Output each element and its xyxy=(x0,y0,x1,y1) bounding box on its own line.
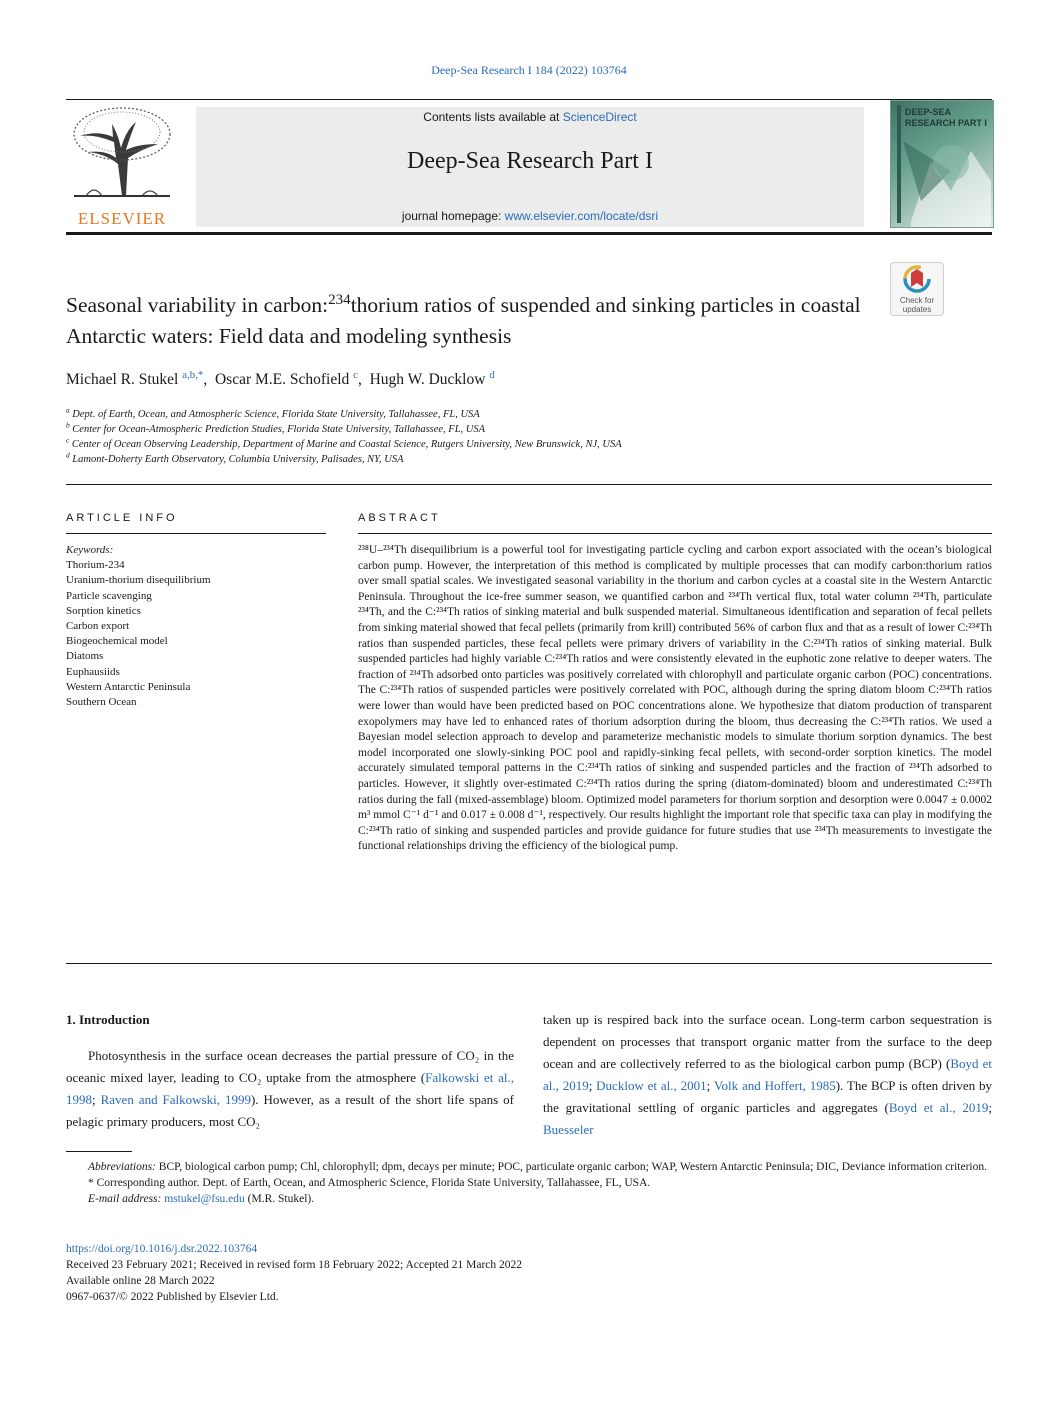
title-superscript: 234 xyxy=(328,291,351,308)
author-name[interactable]: Oscar M.E. Schofield xyxy=(214,371,350,388)
citation-separator: ; xyxy=(988,1100,992,1115)
affiliation-item xyxy=(66,407,622,422)
contents-prefix: Contents lists available at xyxy=(423,110,563,124)
copyright-line: 0967-0637/© 2022 Published by Elsevier Ltd. xyxy=(66,1291,279,1303)
article-info-heading: ARTICLE INFO xyxy=(66,512,178,524)
intro-right-column xyxy=(543,1009,992,1141)
email-footnote xyxy=(66,1191,992,1207)
journal-homepage xyxy=(196,209,864,223)
intro-text: taken up is respired back into the surface ocean. Long-term carbon sequestration is dependent on processes that transport organic matter from the surface to the deep ocean and are collectively referred to as the biological carbon pump (BCP) ( xyxy=(543,1012,992,1071)
citation-link[interactable]: Boyd et al., 2019 xyxy=(888,1100,989,1115)
keyword-item: Western Antarctic Peninsula xyxy=(66,680,191,693)
contents-line xyxy=(196,110,864,124)
affiliation-mark: b xyxy=(66,420,70,430)
affiliation-mark: d xyxy=(66,450,70,460)
citation-link[interactable]: Boyd et al., 2019 xyxy=(543,1056,992,1093)
received-dates: Received 23 February 2021; Received in revised form 18 February 2022; Accepted 21 March 2022 xyxy=(66,1259,523,1271)
keyword-item: Euphausiids xyxy=(66,665,120,678)
journal-cover-image xyxy=(890,100,994,228)
affiliation-text: Center for Ocean-Atmospheric Prediction Studies, Florida State University, Tallahassee, FL, USA xyxy=(72,424,486,435)
header-top-rule xyxy=(66,99,992,100)
citation-link[interactable]: Buesseler xyxy=(543,1122,594,1137)
abbreviations-footnote xyxy=(66,1159,992,1175)
affiliation-item xyxy=(66,437,622,452)
citation-separator: ; xyxy=(706,1078,714,1093)
available-online-date: Available online 28 March 2022 xyxy=(66,1275,215,1287)
keyword-item: Diatoms xyxy=(66,650,104,663)
journal-citation[interactable]: Deep-Sea Research I 184 (2022) 103764 xyxy=(431,63,627,77)
crossmark-label: Check for updates xyxy=(899,296,935,314)
keyword-item: Southern Ocean xyxy=(66,696,137,709)
abstract-heading: ABSTRACT xyxy=(358,512,441,524)
intro-text: Photosynthesis in the surface ocean decreases the partial pressure of CO₂ in the oceanic mixed layer, leading to CO₂ uptake from the atmosphere ( xyxy=(66,1048,514,1085)
keywords-block xyxy=(66,543,326,710)
author-list: Michael R. Stukel $^{a,b,*}$, Oscar M.E. Schofield $^c$, Hugh W. Ducklow $^d$ xyxy=(66,368,495,388)
sciencedirect-link[interactable]: ScienceDirect xyxy=(562,110,637,124)
citation-link[interactable]: Volk and Hoffert, 1985 xyxy=(713,1078,836,1093)
author-affiliation-marks[interactable]: a,b,* xyxy=(182,368,204,381)
abbreviations-label: Abbreviations: xyxy=(88,1161,156,1173)
article-info-heading-rule xyxy=(66,533,326,534)
author-name[interactable]: Michael R. Stukel xyxy=(66,371,179,388)
cover-title: DEEP-SEA RESEARCH PART I xyxy=(905,107,987,128)
check-for-updates-button[interactable] xyxy=(890,262,944,316)
email-link[interactable]: mstukel@fsu.edu xyxy=(164,1193,245,1205)
homepage-link[interactable]: www.elsevier.com/locate/dsri xyxy=(504,209,659,223)
keyword-item: Biogeochemical model xyxy=(66,635,168,648)
title-part-2: thorium ratios of suspended and sinking particles in coastal Antarctic waters: Field data and modeling synthesis xyxy=(66,293,861,348)
cover-map-graphic xyxy=(891,101,993,227)
journal-name: Deep-Sea Research Part I xyxy=(407,148,653,174)
abstract-bottom-rule xyxy=(66,963,992,964)
author-affiliation-marks[interactable]: d xyxy=(489,368,495,381)
intro-heading: 1. Introduction xyxy=(66,1012,150,1027)
citation-link[interactable]: Falkowski et al., 1998 xyxy=(66,1070,514,1107)
homepage-prefix: journal homepage: xyxy=(401,209,505,223)
email-suffix: (M.R. Stukel). xyxy=(244,1193,315,1205)
abstract-text: ²³⁸U–²³⁴Th disequilibrium is a powerful tool for investigating particle cycling and carbon export associated with the ocean’s biological carbon pump. However, the interpretation of this method is complicated by multiple processes that can modify carbon:thorium ratios over small spatial scales. We investigated seasonal variability in the thorium and carbon cycles at a coastal site in the Western Antarctic Peninsula. Throughout the ice-free summer season, we quantified carbon and ²³⁴Th vertical flux, total water column ²³⁴Th, particulate ²³⁴Th, and the C:²³⁴Th ratios of sinking material and bulk suspended material. Simultaneous identification and separation of fecal pellets from sinking material showed that fecal pellets (primarily from krill) contributed 56% of carbon flux and that as a result of lower C:²³⁴Th ratios than suspended particles, these fecal pellets were primary drivers of variability in the C:²³⁴Th ratios of sinking material. Bulk suspended particles had highly variable C:²³⁴Th ratios and were consistently elevated in the euphotic zone relative to deeper waters. The fraction of ²³⁴Th adsorbed onto particles was positively correlated with chlorophyll and particulate organic carbon (POC) concentrations. The C:²³⁴Th ratios of suspended particles were positively correlated with POC, although during the spring diatom bloom C:²³⁴Th ratios were lower than would have been predicted based on POC concentrations alone. We hypothesize that diatom production of transparent exopolymers may have led to enhanced rates of thorium adsorption during the bloom, thus decreasing the C:²³⁴Th ratios. We used a Bayesian model selection approach to develop and parameterize mechanistic models to simulate thorium sorption dynamics. The best model incorporated one slowly-sinking POC pool and rapidly-sinking fecal pellets, with second-order sorption kinetics. The model accurately simulated temporal patterns in the C:²³⁴Th ratios of sinking and suspended particles and the fraction of ²³⁴Th adsorbed to particles. However, it slightly over-estimated C:²³⁴Th ratios during the spring (diatom-dominated) bloom and underestimated C:²³⁴Th ratios during the fall (mixed-assemblage) bloom. Optimized model parameters for thorium sorption and desorption were 0.0047 ± 0.0002 m³ mmol C⁻¹ d⁻¹ and 0.017 ± 0.008 d⁻¹, respectively. Our results highlight the important role that specific taxa can play in modifying the C:²³⁴Th ratio of sinking and suspended particles and provide guidance for future studies that use ²³⁴Th measurements to investigate the functional relationships driving the efficiency of the biological pump. xyxy=(358,544,992,853)
citation-link[interactable]: Raven and Falkowski, 1999 xyxy=(100,1092,251,1107)
affiliation-text: Dept. of Earth, Ocean, and Atmospheric Science, Florida State University, Tallahassee, FL, USA xyxy=(72,409,480,420)
abstract-heading-rule xyxy=(358,533,992,534)
affiliation-item xyxy=(66,452,622,467)
footnotes-block xyxy=(66,1159,992,1207)
title-part-1: Seasonal variability in carbon: xyxy=(66,293,329,317)
keyword-item: Uranium-thorium disequilibrium xyxy=(66,574,211,587)
keyword-item: Thorium-234 xyxy=(66,559,125,572)
intro-text: ). The BCP is often driven by the gravitational settling of organic particles and aggregates ( xyxy=(543,1078,992,1115)
citation-link[interactable]: Ducklow et al., 2001 xyxy=(596,1078,707,1093)
author-affiliation-marks[interactable]: c xyxy=(353,368,358,381)
header-bottom-rule xyxy=(66,232,992,235)
citation-separator: ; xyxy=(92,1092,101,1107)
keyword-item: Particle scavenging xyxy=(66,589,152,602)
keyword-item: Carbon export xyxy=(66,620,130,633)
affiliation-list xyxy=(66,407,622,467)
citation-separator: ; xyxy=(588,1078,597,1093)
affiliation-mark: a xyxy=(66,405,70,415)
affiliations-rule xyxy=(66,484,992,485)
intro-text: ). However, as a result of the short life spans of pelagic primary producers, most CO₂ xyxy=(66,1092,514,1129)
abbreviations-text: BCP, biological carbon pump; Chl, chlorophyll; dpm, decays per minute; POC, particulate organic carbon; WAP, Western Antarctic Peninsula; DIC, Deviance information criterion. xyxy=(155,1161,987,1173)
author-name[interactable]: Hugh W. Ducklow xyxy=(369,371,486,388)
article-title xyxy=(66,290,866,352)
keyword-item: Sorption kinetics xyxy=(66,604,141,617)
intro-left-column xyxy=(66,1009,514,1133)
elsevier-logo xyxy=(66,104,178,228)
article-metadata xyxy=(66,1241,992,1305)
footnote-rule xyxy=(66,1151,132,1152)
corresponding-author-footnote: * Corresponding author. Dept. of Earth, Ocean, and Atmospheric Science, Florida State University, Tallahassee, FL, USA. xyxy=(88,1177,651,1189)
publisher-wordmark: ELSEVIER xyxy=(77,209,167,228)
affiliation-text: Center of Ocean Observing Leadership, Department of Marine and Coastal Science, Rutgers University, New Brunswick, NJ, USA xyxy=(71,439,622,450)
affiliation-mark: c xyxy=(66,435,70,445)
doi-link[interactable]: https://doi.org/10.1016/j.dsr.2022.103764 xyxy=(66,1243,258,1255)
affiliation-text: Lamont-Doherty Earth Observatory, Columbia University, Palisades, NY, USA xyxy=(72,454,404,465)
keywords-label: Keywords: xyxy=(66,544,114,556)
elsevier-tree-icon xyxy=(66,104,178,202)
crossmark-icon xyxy=(891,263,943,297)
email-label: E-mail address: xyxy=(88,1193,162,1205)
intro-paragraph xyxy=(66,1045,514,1133)
affiliation-item xyxy=(66,422,622,437)
